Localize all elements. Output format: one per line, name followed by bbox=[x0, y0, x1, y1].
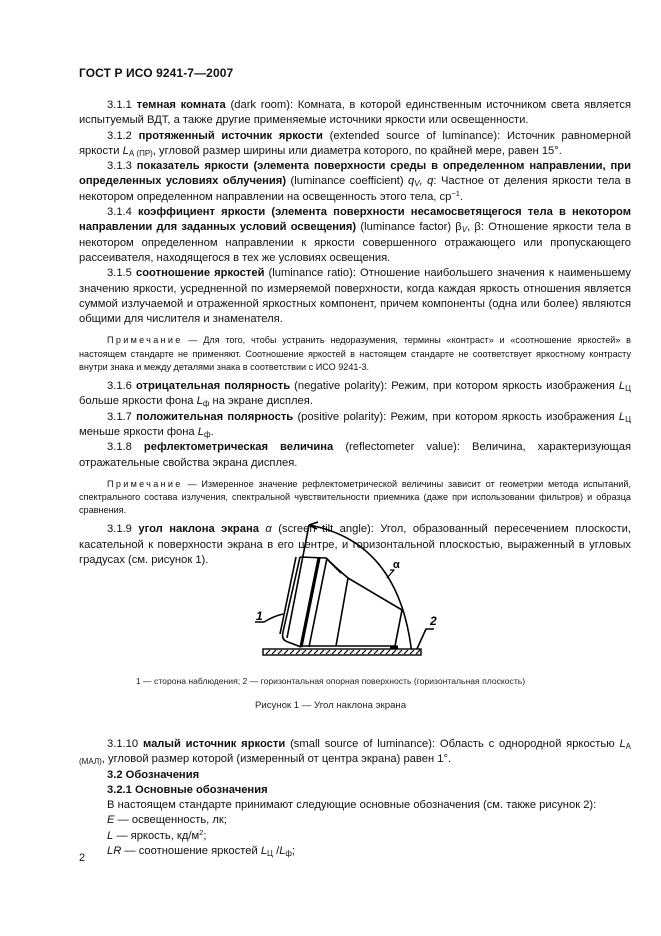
figure-caption: Рисунок 1 — Угол наклона экрана bbox=[254, 700, 407, 711]
symbols-section bbox=[79, 737, 631, 859]
term: рефлектометрическая величина bbox=[143, 441, 334, 454]
slash: / bbox=[272, 845, 280, 858]
symbols-intro: В настоящем стандарте принимают следующие основные обозначения (см. также рисунок 2): bbox=[107, 799, 597, 812]
heading-3-2-1: 3.2.1 Основные обозначения bbox=[107, 783, 268, 796]
term: протяженный источник яркости bbox=[138, 129, 323, 142]
figure-legend: 1 — сторона наблюдения; 2 — горизонтальная опорная поверхность (горизонтальная плоскость) bbox=[135, 676, 526, 686]
symbol-subscript: V bbox=[414, 179, 420, 189]
definition-text: , угловой размер которой (измеренный от центра экрана) равен 1°. bbox=[101, 753, 452, 766]
superscript: −1 bbox=[451, 188, 460, 198]
definition-3-1-5 bbox=[79, 266, 631, 327]
term: темная комната bbox=[136, 99, 226, 111]
punctuation: ; bbox=[292, 845, 296, 858]
document-header: ГОСТ Р ИСО 9241-7—2007 bbox=[79, 66, 234, 80]
clause-number: 3.1.3 bbox=[107, 160, 132, 173]
symbol: L bbox=[107, 829, 114, 842]
definition-text: меньше яркости фона bbox=[79, 425, 198, 438]
english-term: (luminance factor) β bbox=[356, 221, 462, 234]
definition-text: , угловой размер ширины или диаметра которого, по крайней мере, равен 15°. bbox=[152, 144, 562, 157]
english-term: (small source of luminance): bbox=[285, 738, 436, 750]
symbol: , q bbox=[419, 175, 434, 188]
symbol-item-lr bbox=[79, 844, 631, 859]
monitor-tilt-drawing bbox=[240, 512, 460, 672]
definition-3-1-3 bbox=[79, 159, 631, 205]
symbol: L bbox=[619, 738, 626, 750]
symbol-subscript: ф bbox=[204, 429, 211, 439]
clause-number: 3.1.10 bbox=[107, 738, 139, 750]
english-term: (luminance coefficient) bbox=[286, 175, 409, 188]
symbol-subscript: А (ПР) bbox=[128, 148, 153, 158]
definition-text: больше яркости фона bbox=[79, 395, 197, 408]
symbol: L bbox=[197, 425, 204, 438]
symbol: L bbox=[618, 380, 626, 393]
figure-label-alpha: α bbox=[393, 559, 400, 571]
symbol: LR bbox=[107, 845, 122, 858]
symbol: L bbox=[122, 144, 129, 157]
term: малый источник яркости bbox=[142, 738, 286, 750]
english-term: (dark room): bbox=[225, 99, 294, 111]
definition-text: Режим, при котором яркость изображения bbox=[386, 410, 619, 423]
figure-label-1: 1 bbox=[256, 609, 263, 623]
term: коэффициент яркости (элемента поверхности несамосветящегося тела в некотором направлении для заданных условий освещения) bbox=[79, 206, 631, 234]
symbol-description: — яркость, кд/м bbox=[113, 829, 200, 842]
definition-3-1-6 bbox=[79, 379, 631, 410]
page-number: 2 bbox=[79, 852, 86, 864]
definition-text: Комната, в которой единственным источником света является испытуемый ВДТ, а также другие применяемые источники яркости или освещенности. bbox=[79, 99, 632, 127]
symbol-subscript: V bbox=[461, 225, 468, 235]
definitions-section bbox=[79, 98, 631, 568]
symbol-subscript: Ц bbox=[625, 414, 632, 424]
alpha-symbol: α bbox=[258, 523, 272, 536]
note-label: Примечание bbox=[107, 335, 183, 346]
english-term: (luminance ratio): bbox=[264, 267, 356, 280]
english-term: (extended source of luminance): bbox=[322, 129, 501, 142]
symbol-description: — соотношение яркостей bbox=[121, 845, 261, 858]
symbol-subscript: ф bbox=[202, 399, 210, 409]
symbol-subscript: Ц bbox=[267, 849, 273, 859]
english-term: (negative polarity): bbox=[290, 380, 388, 393]
definition-3-1-10 bbox=[79, 737, 631, 768]
symbol: L bbox=[618, 410, 626, 423]
definition-3-1-1 bbox=[79, 98, 631, 129]
definition-text: Угол, образованный пересечением плоскости, касательной к поверхности экрана в его центре, и горизонтальной плоскостью, выраженный в угловых градусах (см. рисунок 1). bbox=[79, 523, 632, 567]
definition-text: Отношение наибольшего значения к наименьшему значению яркости, усредненной по измеряемой поверхности, когда каждая яркость отношения является суммой излучаемой и отраженной яркостных компонент, причем компоненты (одна или более) являются общими для числителя и знаменателя. bbox=[79, 267, 632, 326]
definition-text: Область с однородной яркостью bbox=[435, 738, 620, 750]
definition-3-1-8 bbox=[79, 440, 631, 471]
term: соотношение яркостей bbox=[135, 267, 265, 280]
term: отрицательная полярность bbox=[136, 380, 291, 393]
superscript: 2 bbox=[199, 827, 204, 837]
clause-number: 3.1.1 bbox=[107, 99, 132, 111]
clause-number: 3.1.8 bbox=[107, 441, 132, 454]
definition-text: , β: Отношение яркости тела в некотором определенном направлении к яркости совершенного отражающего или пропускающего рассеивателя, находящегося в тех же условиях освещения. bbox=[79, 221, 632, 264]
symbol-subscript: А (МАЛ) bbox=[79, 742, 632, 767]
term: положительная полярность bbox=[136, 410, 294, 423]
punctuation: ; bbox=[203, 829, 207, 842]
term: угол наклона экрана bbox=[138, 523, 259, 536]
symbol: q bbox=[408, 175, 415, 188]
clause-number: 3.1.4 bbox=[107, 206, 132, 219]
symbol-description: — освещенность, лк; bbox=[114, 814, 227, 827]
definition-text: Режим, при котором яркость изображения bbox=[387, 380, 619, 393]
definition-text: на экране дисплея. bbox=[209, 395, 313, 408]
symbol: L bbox=[196, 395, 203, 408]
definition-text: Источник равномерной яркости bbox=[79, 129, 631, 157]
definition-text: : Частное от деления яркости тела в некотором определенном направлении на освещенность этого тела, ср bbox=[79, 175, 631, 203]
definition-3-1-4 bbox=[79, 205, 631, 266]
symbol-subscript: ф bbox=[285, 849, 293, 859]
english-term: (positive polarity): bbox=[293, 410, 387, 423]
clause-number: 3.1.9 bbox=[107, 523, 132, 536]
definition-3-1-2 bbox=[79, 129, 631, 160]
symbol-item-e bbox=[79, 813, 631, 828]
definition-text: . bbox=[210, 425, 214, 438]
figure-label-2: 2 bbox=[430, 614, 437, 628]
definition-text: Величина, характеризующая отражательные свойства экрана дисплея. bbox=[79, 441, 632, 469]
note-label: Примечание bbox=[107, 478, 183, 489]
clause-number: 3.1.7 bbox=[107, 410, 132, 423]
clause-number: 3.1.5 bbox=[107, 267, 132, 280]
clause-number: 3.1.6 bbox=[107, 380, 132, 393]
definition-3-1-7 bbox=[79, 410, 631, 441]
note-text: — Измеренное значение рефлектометрической величины зависит от геометрии метода испытаний, спектрального состава излучения, спектральной чувствительности приемника (даже при использовании фильтров) и образца сравнения. bbox=[79, 478, 631, 516]
symbol-item-l bbox=[79, 829, 631, 844]
heading-3-2: 3.2 Обозначения bbox=[107, 768, 200, 781]
symbol: E bbox=[107, 814, 115, 827]
english-term: (screen tilt angle): bbox=[271, 523, 374, 536]
english-term: (reflectometer value): bbox=[333, 441, 460, 454]
term: показатель яркости (элемента поверхности среды в определенном направлении, при определенных условиях облучения) bbox=[79, 160, 631, 188]
clause-number: 3.1.2 bbox=[107, 129, 132, 142]
figure-1-screen-tilt-diagram bbox=[240, 512, 460, 672]
note-text: — Для того, чтобы устранить недоразумения, термины «контраст» и «соотношение яркостей» в настоящем стандарте не применяют. Соотношение яркостей в настоящем стандарте не соответствует яркостному контрасту внутри знака и между деталями знака в соответствии с ИСО 9241-3. bbox=[79, 335, 631, 372]
punctuation: . bbox=[459, 190, 464, 203]
symbol: L bbox=[260, 845, 268, 858]
symbol-subscript: Ц bbox=[625, 384, 632, 394]
note-1 bbox=[79, 334, 631, 374]
symbol: L bbox=[279, 845, 286, 858]
